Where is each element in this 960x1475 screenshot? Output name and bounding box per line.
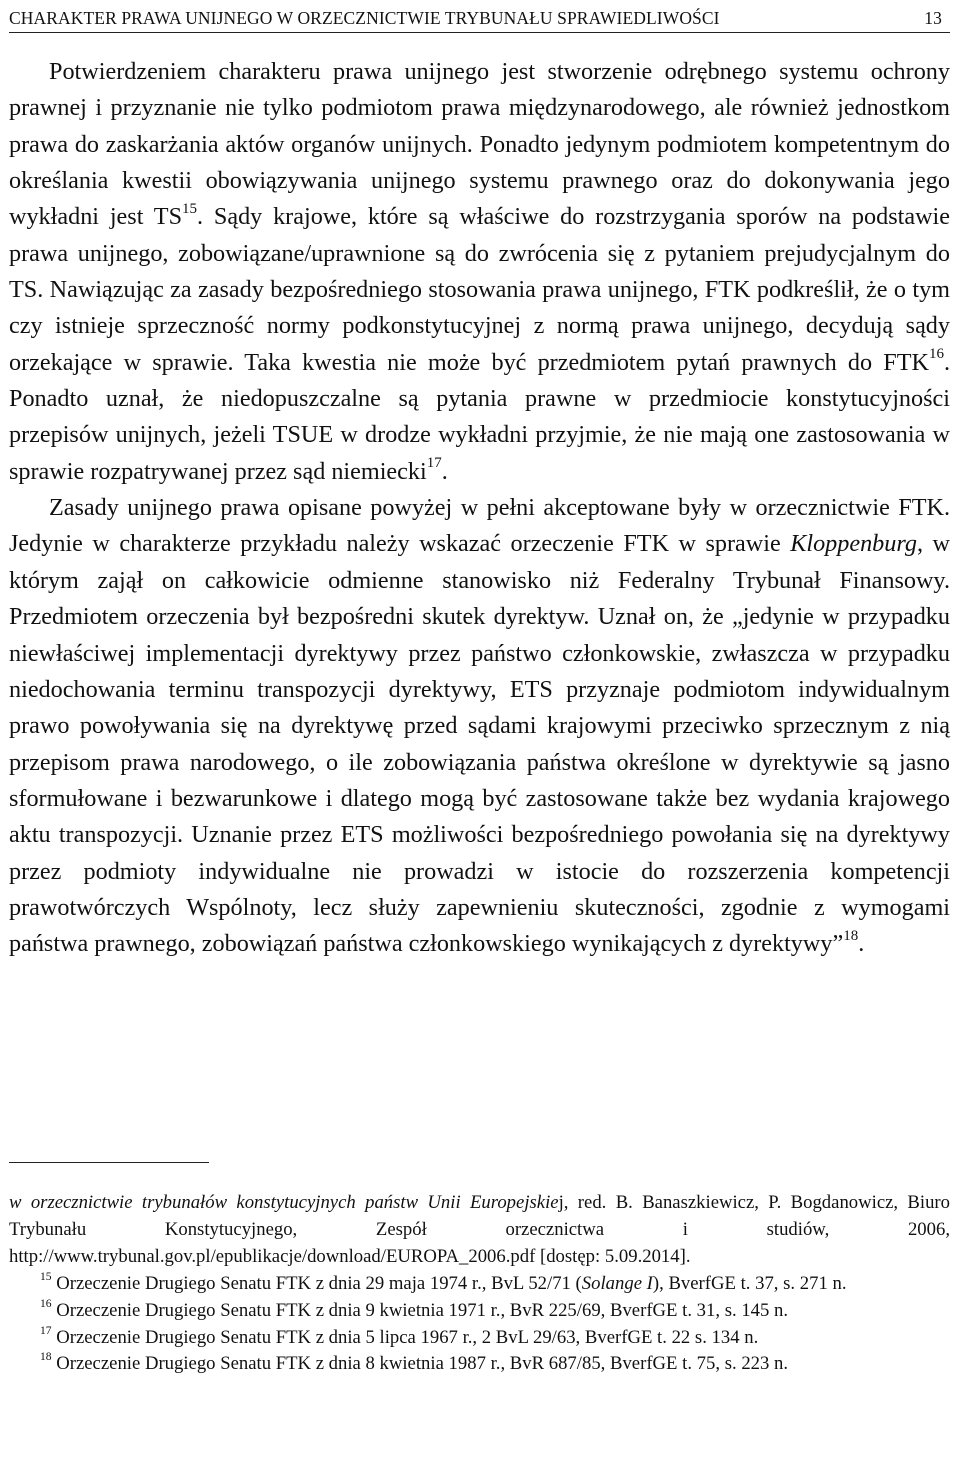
footnote-continuation-italic: w orzecznictwie trybunałów konstytucyjnych państw Unii Europejskie — [9, 1192, 559, 1213]
footnote-18 — [9, 1351, 950, 1378]
footnote-15 — [9, 1271, 950, 1298]
paragraph-2-part-2: , w którym zajął on całkowicie odmienne stanowisko niż Federalny Trybunał Finansowy. Przedmiotem orzeczenia był bezpośredni skutek dyrektyw. Uznał on, że „jedynie w przypadku niewłaściwej implementacji dyrektywy przez państwo członkowskie, zwłaszcza w przypadku niedochowania terminu transpozycji dyrektywy, ETS przyznaje podmiotom indywidualnym prawo powoływania się na dyrektywę przed sądami krajowymi przeciwko sprzecznym z nią przepisom prawa narodowego, o ile zobowiązania państwa określone w dyrektywie są jasno sformułowane i bezwarunkowe i dlatego mogą być zastosowane także bez wydania krajowego aktu transpozycji. Uznanie przez ETS możliwości bezpośredniego powołania się na dyrektywy przez podmioty indywidualne nie prowadzi w istocie do rozszerzenia kompetencji prawotwórczych Wspólnoty, lecz służy zapewnieniu skuteczności, zgodnie z wymogami państwa prawnego, zobowiązań państwa członkowskiego wynikających z dyrektywy” — [9, 530, 950, 958]
paragraph-2 — [9, 490, 950, 962]
footnote-ref-17[interactable]: 17 — [426, 455, 442, 472]
footnote-16 — [9, 1298, 950, 1325]
paragraph-1-part-2: . Sądy krajowe, które są właściwe do rozstrzygania sporów na podstawie prawa unijnego, zobowiązane/uprawnione są do zwrócenia się z pytaniem prejudycjalnym do TS. Nawiązując za zasady bezpośredniego stosowania prawa unijnego, FTK podkreślił, że o tym czy istnieje sprzeczność normy podkonstytucyjnej z normą prawa unijnego, decydują sądy orzekające w sprawie. Taka kwestia nie może być przedmiotem pytań prawnych do FTK — [9, 203, 950, 376]
footnote-text: Orzeczenie Drugiego Senatu FTK z dnia 8 kwietnia 1987 r., BvR 687/85, BverfGE t. 75, s. 223 n. — [51, 1353, 789, 1375]
main-text — [9, 54, 950, 963]
paragraph-1-part-3: . Ponadto uznał, że niedopuszczalne są pytania prawne w przedmiocie konstytucyjności przepisów unijnych, jeżeli TSUE w drodze wykładni przyjmie, że nie mają one zastosowania w sprawie rozpatrywanej przez sąd niemiecki — [9, 348, 950, 485]
footnote-case-name: Solange I — [581, 1272, 653, 1294]
footnote-number: 17 — [40, 1323, 52, 1337]
footnote-continuation-text: j, red. B. Banaszkiewicz, P. Bogdanowicz, Biuro Trybunału Konstytucyjnego, Zespół orzecznictwa i studiów, 2006, http://www.trybunal.gov.pl/epublikacje/download/EUROPA_2006.pdf [dostęp: 5.09.2014]. — [9, 1192, 951, 1267]
paragraph-1 — [9, 54, 950, 490]
footnote-17 — [9, 1325, 950, 1352]
footnote-text-end: ), BverfGE t. 37, s. 271 n. — [652, 1272, 847, 1294]
case-name: Kloppenburg — [790, 530, 917, 558]
footnotes — [9, 1190, 950, 1378]
footnote-ref-15[interactable]: 15 — [182, 201, 198, 218]
running-header — [9, 4, 950, 33]
running-title: CHARAKTER PRAWA UNIJNEGO W ORZECZNICTWIE TRYBUNAŁU SPRAWIEDLIWOŚCI — [9, 8, 720, 28]
footnote-text: Orzeczenie Drugiego Senatu FTK z dnia 5 lipca 1967 r., 2 BvL 29/63, BverfGE t. 22 s. 134 n. — [51, 1326, 759, 1348]
paragraph-2-part-3: . — [858, 930, 865, 958]
footnote-text: Orzeczenie Drugiego Senatu FTK z dnia 9 kwietnia 1971 r., BvR 225/69, BverfGE t. 31, s. 145 n. — [51, 1299, 789, 1321]
paragraph-2-part-1: Zasady unijnego prawa opisane powyżej w pełni akceptowane były w orzecznictwie FTK. Jedynie w charakterze przykładu należy wskazać orzeczenie FTK w sprawie — [9, 494, 950, 558]
footnote-separator — [9, 1162, 209, 1163]
paragraph-1-part-1: Potwierdzeniem charakteru prawa unijnego jest stworzenie odrębnego systemu ochrony prawnej i przyznanie nie tylko podmiotom prawa międzynarodowego, ale również jednostkom prawa do zaskarżania aktów organów unijnych. Ponadto jedynym podmiotem kompetentnym do określania kwestii obowiązywania unijnego systemu prawnego oraz do dokonywania jego wykładni jest TS — [9, 58, 950, 231]
footnote-number: 15 — [40, 1269, 52, 1283]
page-number: 13 — [924, 8, 942, 28]
footnote-number: 18 — [40, 1350, 52, 1364]
footnote-text: Orzeczenie Drugiego Senatu FTK z dnia 29 maja 1974 r., BvL 52/71 ( — [51, 1272, 582, 1294]
paragraph-1-part-4: . — [441, 457, 448, 485]
footnote-ref-16[interactable]: 16 — [928, 346, 944, 363]
footnote-continuation — [9, 1190, 950, 1271]
footnote-ref-18[interactable]: 18 — [843, 927, 859, 944]
footnote-number: 16 — [40, 1296, 52, 1310]
